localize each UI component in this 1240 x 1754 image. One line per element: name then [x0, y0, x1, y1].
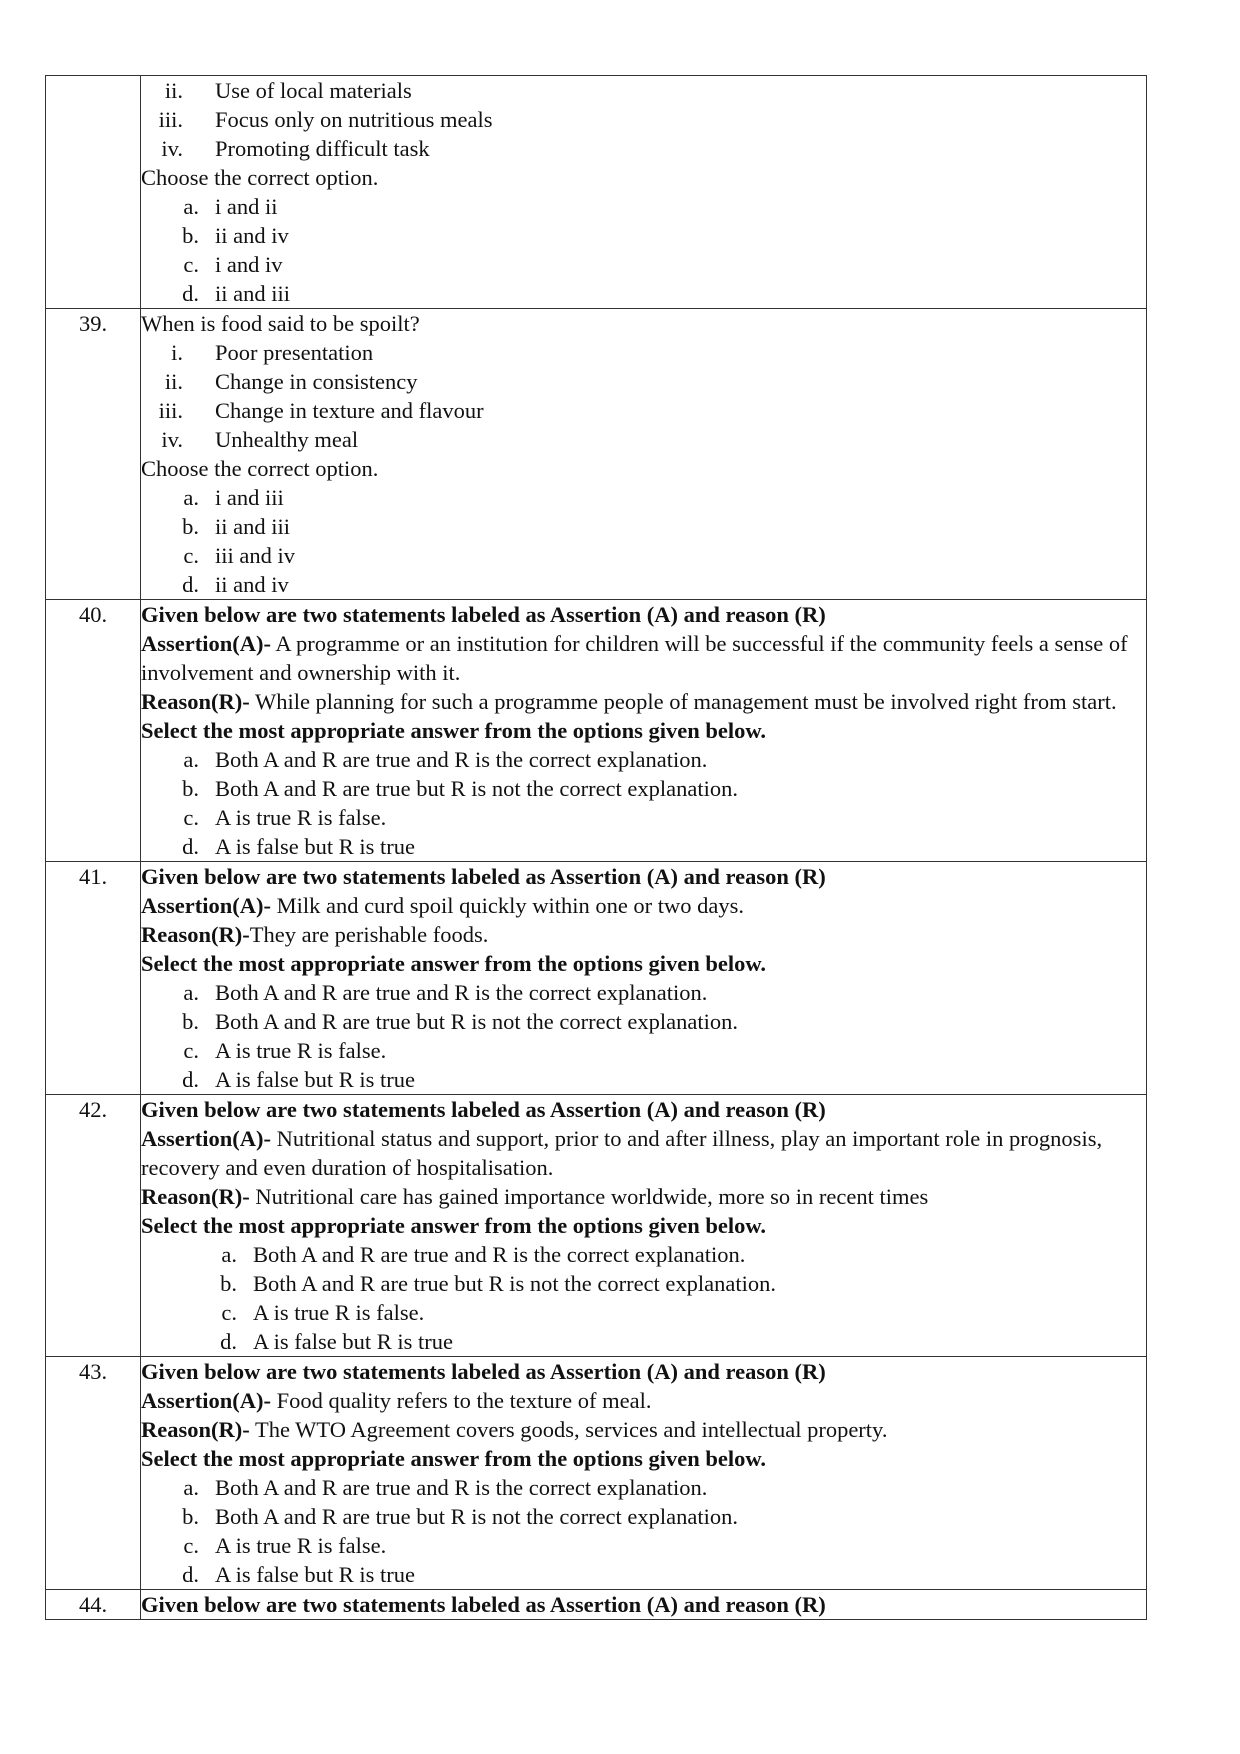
question-number: 40.: [46, 600, 141, 862]
select-text: Select the most appropriate answer from the options given below.: [141, 718, 766, 743]
answer-option: [141, 978, 1146, 1007]
answer-option: [141, 1240, 1146, 1269]
item-marker: iii.: [158, 107, 183, 132]
assertion-reason-header: [141, 600, 1146, 629]
assertion-statement: [141, 1386, 1146, 1415]
question-row-41: [46, 862, 1147, 1095]
answer-option: [141, 250, 1146, 279]
question-content: [141, 1590, 1147, 1620]
option-marker: b.: [182, 776, 199, 801]
option-marker: a.: [183, 980, 199, 1005]
option-marker: a.: [183, 485, 199, 510]
list-item: [141, 76, 1146, 105]
assertion-label: Assertion(A)-: [141, 893, 271, 918]
option-text: A is false but R is true: [215, 834, 415, 859]
option-marker: a.: [183, 194, 199, 219]
reason-text: They are perishable foods.: [249, 922, 489, 947]
option-text: Both A and R are true and R is the correct explanation.: [253, 1242, 746, 1267]
assertion-text: Food quality refers to the texture of meal.: [270, 1388, 652, 1413]
list-item: [141, 425, 1146, 454]
answer-option: [141, 1036, 1146, 1065]
select-text: Select the most appropriate answer from the options given below.: [141, 1446, 766, 1471]
header-text: Given below are two statements labeled as Assertion (A) and reason (R): [141, 1359, 826, 1384]
assertion-text: A programme or an institution for children will be successful if the community feels a sense of involvement and ownership with it.: [141, 631, 1128, 685]
option-text: i and iii: [215, 485, 284, 510]
option-text: Both A and R are true and R is the correct explanation.: [215, 747, 708, 772]
question-number: 43.: [46, 1357, 141, 1590]
option-marker: c.: [183, 1038, 199, 1063]
header-text: Given below are two statements labeled as Assertion (A) and reason (R): [141, 864, 826, 889]
option-text: Both A and R are true but R is not the correct explanation.: [215, 1009, 739, 1034]
assertion-statement: [141, 629, 1146, 687]
answer-option: [141, 1327, 1146, 1356]
option-marker: b.: [182, 1504, 199, 1529]
option-marker: c.: [183, 805, 199, 830]
option-text: ii and iii: [215, 514, 290, 539]
question-row-44: [46, 1590, 1147, 1620]
question-number: 44.: [46, 1590, 141, 1620]
assertion-statement: [141, 1124, 1146, 1182]
answer-option: [141, 221, 1146, 250]
option-text: A is true R is false.: [253, 1300, 425, 1325]
assertion-statement: [141, 891, 1146, 920]
option-text: i and iv: [215, 252, 283, 277]
option-marker: d.: [220, 1329, 237, 1354]
assertion-reason-header: [141, 862, 1146, 891]
option-marker: a.: [183, 1475, 199, 1500]
option-text: Both A and R are true but R is not the correct explanation.: [253, 1271, 777, 1296]
option-text: A is false but R is true: [215, 1562, 415, 1587]
option-marker: b.: [182, 514, 199, 539]
item-marker: i.: [171, 340, 183, 365]
question-row-42: [46, 1095, 1147, 1357]
option-marker: a.: [183, 747, 199, 772]
answer-option: [141, 1560, 1146, 1589]
item-text: Unhealthy meal: [215, 427, 359, 452]
option-marker: c.: [183, 252, 199, 277]
answer-option: [141, 745, 1146, 774]
reason-label: Reason(R)-: [141, 1184, 250, 1209]
item-marker: iii.: [158, 398, 183, 423]
reason-statement: [141, 1415, 1146, 1444]
option-marker: b.: [182, 223, 199, 248]
question-row-40: [46, 600, 1147, 862]
question-text: When is food said to be spoilt?: [141, 311, 420, 336]
select-instruction: [141, 716, 1146, 745]
item-text: Use of local materials: [215, 78, 412, 103]
question-content: [141, 76, 1147, 309]
answer-option: [141, 570, 1146, 599]
option-marker: b.: [182, 1009, 199, 1034]
question-number: 39.: [46, 309, 141, 600]
header-text: Given below are two statements labeled as Assertion (A) and reason (R): [141, 602, 826, 627]
choose-prompt: Choose the correct option.: [141, 165, 379, 190]
option-marker: d.: [182, 834, 199, 859]
answer-option: [141, 1007, 1146, 1036]
reason-label: Reason(R)-: [141, 922, 250, 947]
reason-statement: [141, 920, 1146, 949]
assertion-label: Assertion(A)-: [141, 631, 271, 656]
option-text: A is false but R is true: [215, 1067, 415, 1092]
assertion-label: Assertion(A)-: [141, 1388, 271, 1413]
assertion-text: Milk and curd spoil quickly within one or two days.: [270, 893, 745, 918]
item-text: Change in texture and flavour: [215, 398, 484, 423]
option-marker: b.: [220, 1271, 237, 1296]
item-marker: ii.: [164, 78, 183, 103]
option-text: Both A and R are true but R is not the correct explanation.: [215, 776, 739, 801]
answer-option: [141, 1502, 1146, 1531]
answer-option: [141, 1269, 1146, 1298]
question-row-39: [46, 309, 1147, 600]
answer-option: [141, 483, 1146, 512]
option-marker: d.: [182, 281, 199, 306]
reason-label: Reason(R)-: [141, 689, 250, 714]
option-text: ii and iii: [215, 281, 290, 306]
list-item: [141, 105, 1146, 134]
assertion-text: Nutritional status and support, prior to and after illness, play an important role in prognosis, recovery and even duration of hospitalisation.: [141, 1126, 1103, 1180]
assertion-reason-header: [141, 1095, 1146, 1124]
item-text: Focus only on nutritious meals: [215, 107, 493, 132]
answer-option: [141, 512, 1146, 541]
list-item: [141, 134, 1146, 163]
header-text: Given below are two statements labeled as Assertion (A) and reason (R): [141, 1592, 826, 1617]
reason-text: The WTO Agreement covers goods, services and intellectual property.: [249, 1417, 888, 1442]
answer-option: [141, 774, 1146, 803]
select-text: Select the most appropriate answer from the options given below.: [141, 951, 766, 976]
question-content: [141, 1357, 1147, 1590]
questions-table: [45, 75, 1147, 1620]
option-text: Both A and R are true but R is not the correct explanation.: [215, 1504, 739, 1529]
item-marker: iv.: [161, 427, 183, 452]
answer-option: [141, 1473, 1146, 1502]
reason-text: Nutritional care has gained importance worldwide, more so in recent times: [249, 1184, 929, 1209]
choose-prompt: Choose the correct option.: [141, 456, 379, 481]
list-item: [141, 396, 1146, 425]
question-content: [141, 1095, 1147, 1357]
option-text: Both A and R are true and R is the correct explanation.: [215, 980, 708, 1005]
list-item: [141, 367, 1146, 396]
option-marker: d.: [182, 572, 199, 597]
option-text: A is true R is false.: [215, 1038, 387, 1063]
item-marker: ii.: [164, 369, 183, 394]
select-instruction: [141, 1211, 1146, 1240]
assertion-reason-header: [141, 1357, 1146, 1386]
option-marker: d.: [182, 1562, 199, 1587]
question-content: [141, 862, 1147, 1095]
question-row-38-continued: [46, 76, 1147, 309]
question-number: 42.: [46, 1095, 141, 1357]
option-marker: c.: [183, 1533, 199, 1558]
option-text: Both A and R are true and R is the correct explanation.: [215, 1475, 708, 1500]
item-text: Promoting difficult task: [215, 136, 430, 161]
question-content: [141, 600, 1147, 862]
reason-text: While planning for such a programme people of management must be involved right from start.: [249, 689, 1117, 714]
option-text: A is true R is false.: [215, 1533, 387, 1558]
option-text: i and ii: [215, 194, 278, 219]
answer-option: [141, 803, 1146, 832]
select-instruction: [141, 1444, 1146, 1473]
option-marker: c.: [221, 1300, 237, 1325]
answer-option: [141, 1298, 1146, 1327]
answer-option: [141, 192, 1146, 221]
assertion-reason-header: [141, 1590, 1146, 1619]
item-marker: iv.: [161, 136, 183, 161]
assertion-label: Assertion(A)-: [141, 1126, 271, 1151]
option-text: iii and iv: [215, 543, 295, 568]
option-marker: a.: [221, 1242, 237, 1267]
question-content: [141, 309, 1147, 600]
answer-option: [141, 1531, 1146, 1560]
option-text: A is false but R is true: [253, 1329, 453, 1354]
reason-statement: [141, 687, 1146, 716]
option-text: ii and iv: [215, 223, 289, 248]
option-marker: d.: [182, 1067, 199, 1092]
header-text: Given below are two statements labeled as Assertion (A) and reason (R): [141, 1097, 826, 1122]
option-text: ii and iv: [215, 572, 289, 597]
answer-option: [141, 832, 1146, 861]
reason-statement: [141, 1182, 1146, 1211]
item-text: Change in consistency: [215, 369, 418, 394]
answer-option: [141, 1065, 1146, 1094]
answer-option: [141, 279, 1146, 308]
answer-option: [141, 541, 1146, 570]
reason-label: Reason(R)-: [141, 1417, 250, 1442]
list-item: [141, 338, 1146, 367]
question-number-cell: [46, 76, 141, 309]
select-text: Select the most appropriate answer from the options given below.: [141, 1213, 766, 1238]
option-marker: c.: [183, 543, 199, 568]
question-number: 41.: [46, 862, 141, 1095]
item-text: Poor presentation: [215, 340, 374, 365]
select-instruction: [141, 949, 1146, 978]
option-text: A is true R is false.: [215, 805, 387, 830]
question-row-43: [46, 1357, 1147, 1590]
